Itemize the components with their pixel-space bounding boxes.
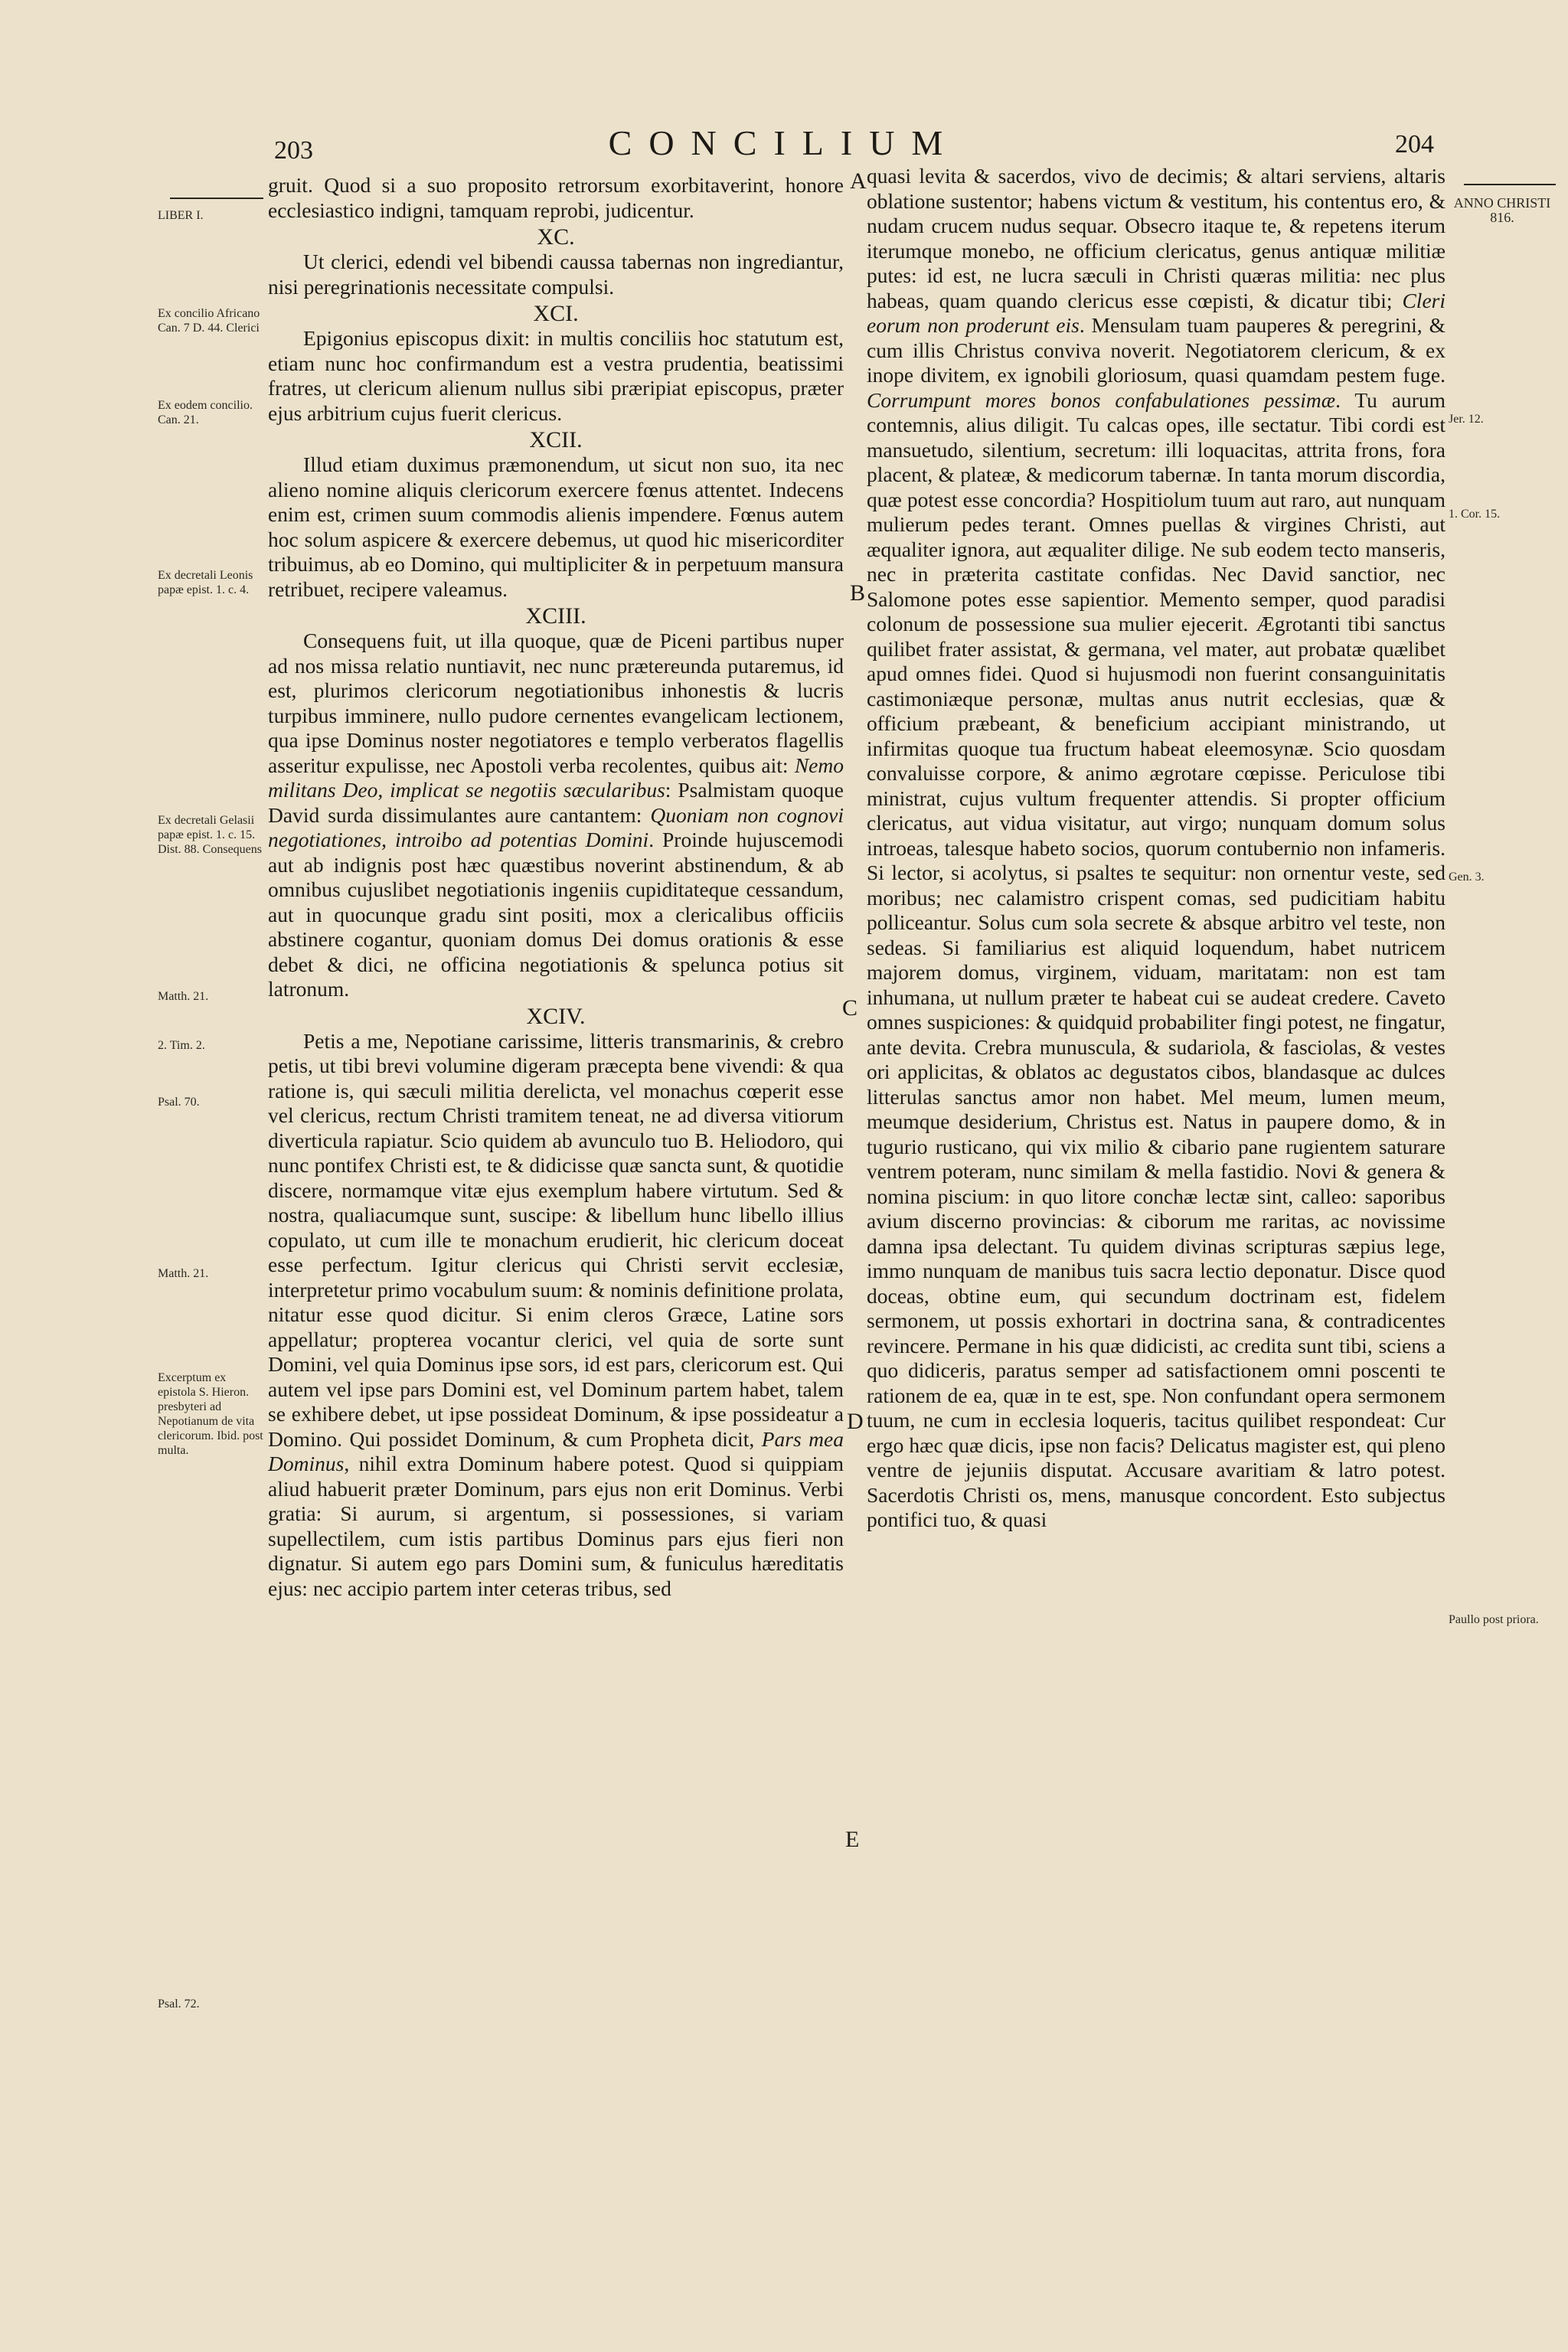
- margin-note-excerptum: Excerptum ex epistola S. Hieron. presbyteri ad Nepotianum de vita clericorum. Ibid. post multa.: [158, 1371, 263, 1457]
- page-number-left: 203: [274, 136, 313, 165]
- paragraph-xciii-psalm-quote: Quoniam non cognovi negotiationes, introibo ad potentias Domini: [268, 802, 844, 851]
- paragraph-xciii-quote: Nemo militans Deo, implicat se negotiis sæcularibus: [268, 753, 844, 802]
- margin-note-matth-21a: Matth. 21.: [158, 990, 209, 1003]
- paragraph-corrumpunt-tail: . Tu aurum contemnis, alius diligit. Tu calcas opes, ille sectatur. Tibi cordi est mansuetudo, silentium, secretum: illi loquacitas, attrita frons, fora placent, & plateæ, & medicorum tabernæ. In tanta morum discordia, quæ potest esse concordia? Hospitiolum tuum aut raro, aut nunquam mulierum pedes terant. Omnes puellas & virgines Christi, aut æqualiter ignora, aut æqualiter dilige. Ne sub eodem tecto manseris, nec in præterita castitate confidas. Nec David sanctior, nec Salomone potes esse sapientior. Memento semper, quod paradisi colonum de possessione sua mulier ejecerit. Ægrotanti tibi sanctus quilibet frater assistat, & germana, vel mater, aut probatæ quælibet apud omnes fidei. Quod si hujusmodi non fuerint consanguinitatis castimoniæque personæ, multas anus nutrit ecclesias, quæ & officium præbeant, & beneficium accipiant ministrando, ut infirmitas quoque tua fructum habeat eleemosynæ. Scio quosdam convaluisse corpore, & animo ægrotare cœpisse. Periculose tibi ministrat, cujus vultum frequenter attendis. Si propter officium clericatus, aut vidua visitatur, aut virgo; nunquam domum solus introeas, talesque habeto socios, quorum contubernio non infameris. Si lector, si acolytus, si psaltes te sequitur: non ornentur veste, sed moribus; nec calamistro crispent comas, sed pudicitiam habitu polliceantur. Solus cum sola secrete & absque arbitro vel teste, non sedeas. Si familiarius est aliquid loquendum, habet nutricem majorem domus, virginem, viduam, maritatam: non est tam inhumana, ut nullum præter te habeat cui se audeat credere. Caveto omnes suspiciones: & quidquid probabiliter fingi potest, ne fingatur, ante devita. Crebra munuscula, & sudariola, & fasciolas, & vestes ori applicitas, & oblatos ac degustatos cibos, blandasque ac dulces litterulas sanctus amor non habet. Mel meum, lumen meum, meumque desiderium, Christus est. Natus in paupere domo, & in tugurio rusticano, qui vix milio & cibario pane rugientem saturare ventrem poteram, nunc similam & mella fastidio. Novi & genera & nomina piscium: in quo litore conchæ lectæ sint, calleo: saporibus avium discerno provincias: & ciborum me raritas, ac novissime damna ipsa delectant. Tu quidem divinas scripturas sæpius lege, immo nunquam de manibus tuis sacra lectio deponatur. Disce quod doceas, obtine eum, qui secundum doctrinam est, fidelem sermonem, ut possis exhortari in doctrina sana, & contradicentes revincere. Permane in his quæ didicisti, ac credita sunt tibi, sciens a quo didiceris, paratus semper ad satisfactionem omni poscenti te rationem de ea, quæ in te est, spe. Non confundant opera sermonem tuum, ne cum in ecclesia loqueris, tacitus quilibet respondeat: Cur ergo hæc quæ dicis, ipse non facis? Delicatus magister est, qui pleno ventre de jejuniis disputat. Accusare avaritiam & latro potest. Sacerdotis Christi os, mens, manusque concordent. Esto subjectus pontifici tuo, & quasi: [867, 387, 1446, 1531]
- paragraph-xciii-tail: : Psalmistam quoque David surda dissimulantes aure cantantem:: [268, 778, 844, 827]
- side-letter-e: E: [845, 1827, 860, 1852]
- margin-note-liber: LIBER I.: [158, 209, 204, 222]
- section-heading-xcii: XCII.: [529, 427, 583, 452]
- section-heading-xciii: XCIII.: [525, 603, 586, 629]
- margin-note-jer-12: Jer. 12.: [1449, 413, 1484, 426]
- paragraph-xciv-tail: , nihil extra Dominum habere potest. Quod si quippiam aliud habuerit præter Dominum, pars ejus non erit Dominus. Verbi gratia: Si aurum, si argentum, si possessiones, si variam supellectilem, cum istis partibus Dominus pars ejus fieri non dignatur. Si autem ego pars Domini sum, & funiculus hæreditatis ejus: nec accipio partem inter ceteras tribus, sed: [268, 1452, 844, 1600]
- section-heading-xci: XCI.: [533, 301, 579, 326]
- paragraph-xciii-conclusion: . Proinde hujuscemodi aut ab indignis post hæc quæstibus noverint abstinendum, & ab omnibus cujuslibet negotiationis ingeniis cupiditateque cessandum, aut in quocunque gradu sint positi, mox a clericalibus officiis abstinere cogantur, quoniam domus Dei domus orationis & esse debet & dici, ne officina negotiationis & spelunca potius sit latronum.: [268, 828, 844, 1001]
- margin-note-psal-70: Psal. 70.: [158, 1096, 200, 1109]
- header-rule-left: [170, 198, 263, 199]
- margin-note-anno: ANNO CHRISTI 816.: [1453, 195, 1551, 225]
- paragraph-xciii-text: Consequens fuit, ut illa quoque, quæ de Piceni partibus nuper ad nos missa relatio nuntiavit, nec nunc prætereunda putaremus, id est, plurimos clericorum negotiationibus inhonestis & lucris turpibus imminere, nullo pudore cernentes evangelicam lectionem, qua ipse Dominus noster negotiatores e templo verberatos flagellis asseritur expulisse, nec Apostoli verba recolentes, quibus ait:: [268, 629, 844, 777]
- section-heading-xc: XC.: [537, 224, 575, 250]
- margin-note-cor-15: 1. Cor. 15.: [1449, 508, 1501, 521]
- paragraph-xci: Epigonius episcopus dixit: in multis conciliis hoc statutum est, etiam nunc hoc confirmandum est a vestra prudentia, beatissimi fratres, ut clericum alienum nullus sibi præripiat episcopus, præter ejus arbitrium cujus fuerit clericus.: [268, 326, 844, 425]
- right-column: [867, 164, 1446, 1533]
- paragraph-quasi-levita-tail: . Mensulam tuam pauperes & peregrini, & cum illis Christus conviva noverit. Negotiatorem clericum, & ex inope divitem, ex ignobili gloriosum, quasi quamdam pestem fuge.: [867, 313, 1446, 387]
- paragraph-gruit: gruit. Quod si a suo proposito retrorsum exorbitaverint, honore ecclesiastico indigni, tamquam reprobi, judicentur.: [268, 173, 844, 222]
- margin-note-gen-3: Gen. 3.: [1449, 871, 1485, 884]
- paragraph-xciii: [268, 629, 844, 1002]
- side-letter-d: D: [847, 1409, 864, 1434]
- paragraph-corrumpunt-quote: Corrumpunt mores bonos confabulationes pessimæ: [867, 387, 1336, 412]
- side-letter-a: A: [850, 168, 867, 194]
- paragraph-xciv: [268, 1029, 844, 1602]
- margin-note-paullo: Paullo post priora.: [1449, 1613, 1539, 1626]
- side-letter-c: C: [842, 995, 858, 1021]
- margin-note-tim-2: 2. Tim. 2.: [158, 1039, 205, 1052]
- paragraph-quasi-levita-quote: Cleri eorum non proderunt eis: [867, 288, 1446, 337]
- paragraph-xciv-quote: Pars mea Dominus: [268, 1426, 844, 1475]
- section-heading-xciv: XCIV.: [526, 1003, 586, 1029]
- margin-note-eodem-concilio: Ex eodem concilio. Can. 21.: [158, 399, 253, 426]
- header-rule-right: [1464, 184, 1556, 185]
- margin-note-decretali-leonis: Ex decretali Leonis papæ epist. 1. c. 4.: [158, 569, 253, 596]
- running-title: CONCILIUM: [608, 123, 960, 162]
- left-column: [268, 173, 844, 1601]
- paragraph-xc: Ut clerici, edendi vel bibendi caussa tabernas non ingrediantur, nisi peregrinationis necessitate compulsi.: [268, 250, 844, 299]
- paragraph-quasi-levita: [867, 164, 1446, 1533]
- paragraph-xciv-text: Petis a me, Nepotiane carissime, litteris transmarinis, & crebro petis, ut tibi brevi volumine digeram præcepta bene vivendi: & qua ratione is, qui sæculi militia derelicta, vel monachus cœperit esse vel clericus, rectum Christi tramitem teneat, ne ad diversa vitiorum diverticula rapiatur. Scio quidem ab avunculo tuo B. Heliodoro, qui nunc pontifex Christi est, te & didicisse quæ sancta sunt, & quotidie discere, normamque vitæ ejus exemplum habere virtutum. Sed & nostra, qualiacumque sunt, suscipe: & libellum hunc libello illius copulato, ut cum ille te monachum erudierit, hic clericum doceat esse perfectum. Igitur clericus qui Christi servit ecclesiæ, interpretetur primo vocabulum suum: & nominis definitione prolata, nitatur esse quod dicitur. Si enim cleros Græce, Latine sors appellatur; propterea vocantur clerici, vel quia de sorte sunt Domini, vel quia Dominus ipse sors, id est pars, clericorum est. Qui autem vel ipse pars Domini est, vel Dominum partem habet, talem se exhibere debet, ut ipse possideat Dominum, & ipse possideatur a Domino. Qui possidet Dominum, & cum Propheta dicit,: [268, 1028, 844, 1451]
- page-number-right: 204: [1395, 130, 1434, 158]
- margin-note-matth-21b: Matth. 21.: [158, 1267, 209, 1280]
- side-letter-b: B: [850, 580, 866, 606]
- margin-note-decretali-gelasii: Ex decretali Gelasii papæ epist. 1. c. 15. Dist. 88. Consequens: [158, 814, 262, 856]
- margin-note-psal-72: Psal. 72.: [158, 1998, 200, 2011]
- margin-note-concilio-africano: Ex concilio Africano Can. 7 D. 44. Clerici: [158, 307, 260, 335]
- paragraph-xcii: Illud etiam duximus præmonendum, ut sicut non suo, ita nec alieno nomine aliquis clericorum exercere fœnus attentet. Indecens enim est, crimen suum commodis alienis impendere. Fœnus autem hoc solum aspicere & exercere debemus, ut quod hic misericorditer tribuimus, ab eo Domino, qui multipliciter & in perpetuum mansura retribuet, recipere valeamus.: [268, 452, 844, 601]
- paragraph-quasi-levita-text: quasi levita & sacerdos, vivo de decimis; & altari serviens, altaris oblatione sustentor; habens victum & vestitum, his contentus ero, & nudam crucem nudus sequar. Obsecro itaque te, & repetens iterum iterumque monebo, ne officium clericatus, genus antiquæ militiæ putes: id est, ne lucra sæculi in Christi quæras militia: nec plus habeas, quam quando clericus esse cœpisti, & dicatur tibi;: [867, 164, 1446, 312]
